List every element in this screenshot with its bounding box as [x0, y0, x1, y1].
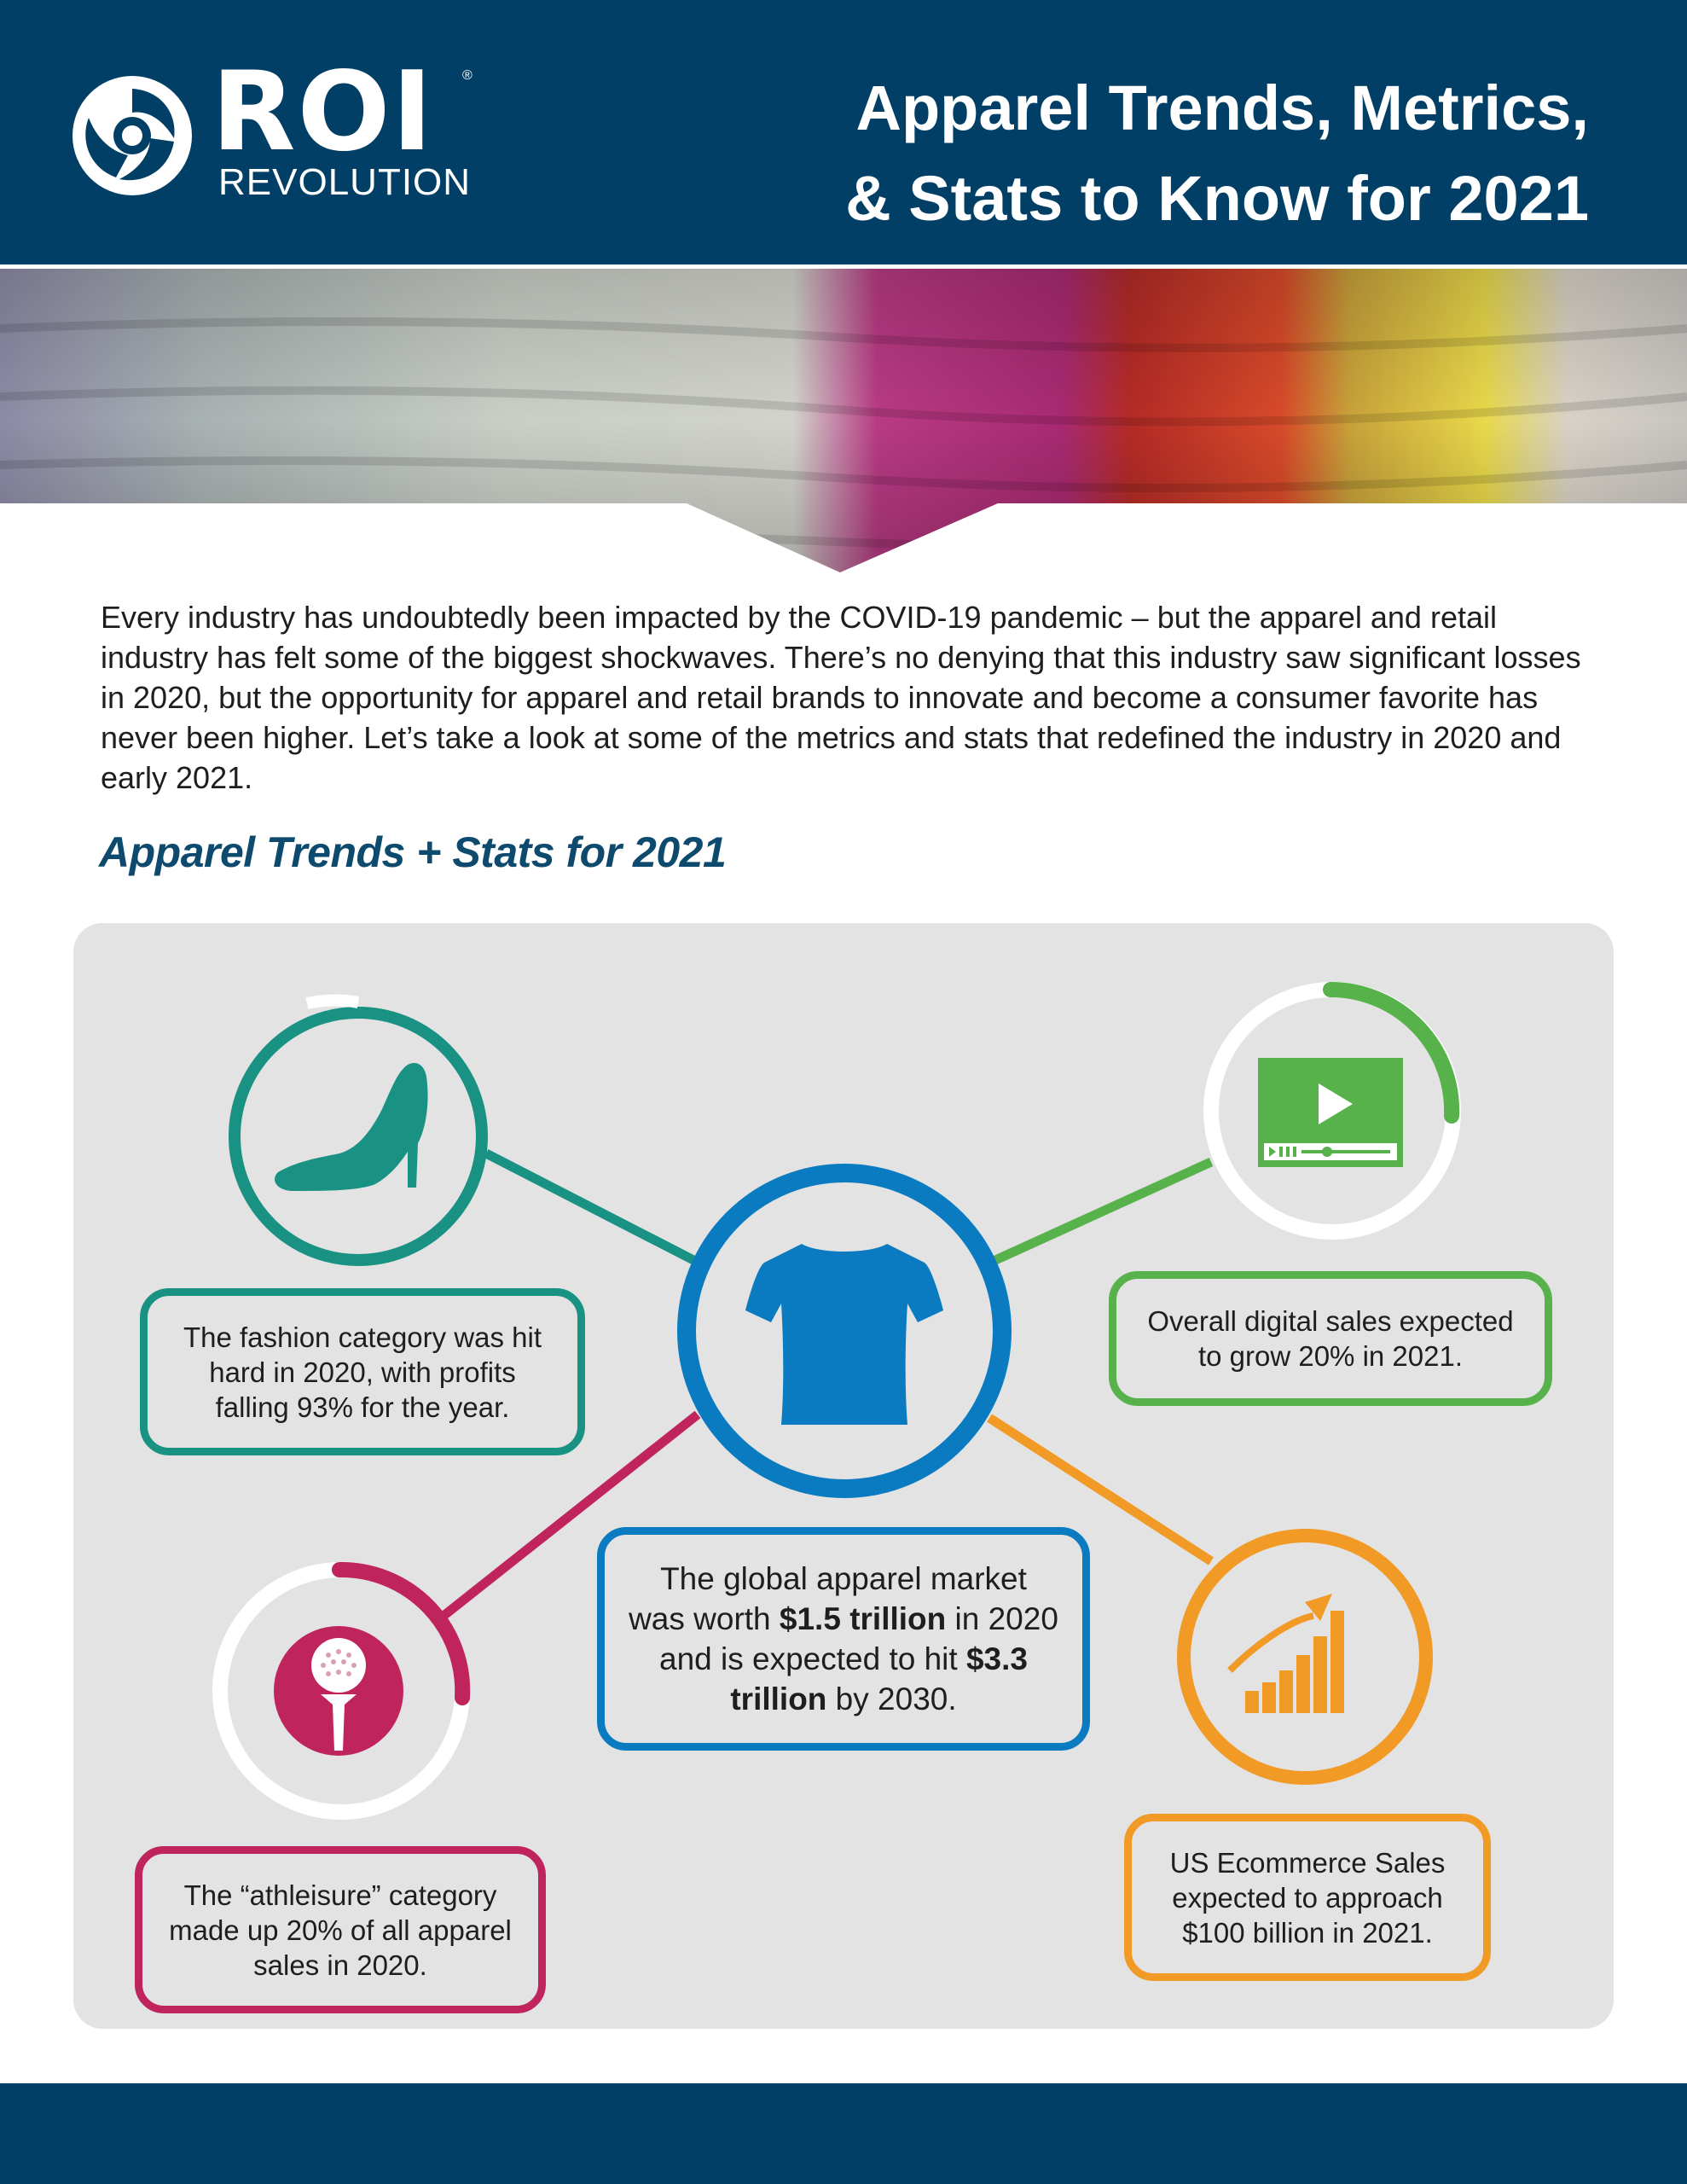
athleisure-stat-box: [135, 1846, 546, 2013]
digital-stat-text: Overall digital sales expected to grow 20% in 2021.: [1147, 1305, 1514, 1372]
ecommerce-stat-box: [1124, 1814, 1491, 1981]
registered-mark: ®: [462, 68, 472, 83]
logo-wordmark: ROI: [212, 49, 434, 176]
digital-stat-circle: [1211, 990, 1453, 1232]
footer-bar: [0, 2083, 1687, 2184]
center-stat-box: [597, 1527, 1090, 1751]
connector-fashion: [486, 1153, 695, 1261]
page-title-line-1: Apparel Trends, Metrics,: [855, 73, 1589, 143]
ecommerce-stat-circle: [1184, 1536, 1426, 1778]
fashion-stat-box: [140, 1288, 585, 1455]
ecommerce-stat-text: US Ecommerce Sales expected to approach $100 billion in 2021.: [1169, 1846, 1446, 1949]
intro-paragraph: Every industry has undoubtedly been impacted by the COVID-19 pandemic – but the apparel and retail industry has felt some of the biggest shockwaves. There’s no denying that this industry saw significant losses in 2020, but the opportunity for apparel and retail brands to innovate and become a consumer favorite has never been higher. Let’s take a look at some of the metrics and stats that redefined the industry in 2020 and early 2021.: [101, 600, 1581, 795]
fashion-stat-text: The fashion category was hit hard in 2020, with profits falling 93% for the year.: [183, 1321, 542, 1423]
section-title: Apparel Trends + Stats for 2021: [99, 828, 727, 876]
athleisure-stat-circle: [220, 1570, 462, 1812]
logo-subtitle: REVOLUTION: [218, 161, 472, 203]
video-player-icon: [1258, 1058, 1403, 1167]
digital-stat-box: [1109, 1271, 1552, 1406]
center-stat-text: The global apparel market was worth $1.5 trillion in 2020 and is expected to hit $3.3 trillion by 2030.: [629, 1561, 1058, 1716]
connector-digital: [994, 1162, 1211, 1261]
fashion-stat-circle: [235, 1001, 482, 1260]
athleisure-stat-text: The “athleisure” category made up 20% of all apparel sales in 2020.: [169, 1879, 512, 1981]
market-2020-value: $1.5 trillion: [779, 1601, 947, 1636]
golf-ball-icon: [274, 1626, 403, 1756]
page-title-line-2: & Stats to Know for 2021: [845, 163, 1589, 234]
market-2030-value: $3.3 trillion: [730, 1641, 1028, 1716]
center-stat-circle: [687, 1173, 1002, 1489]
